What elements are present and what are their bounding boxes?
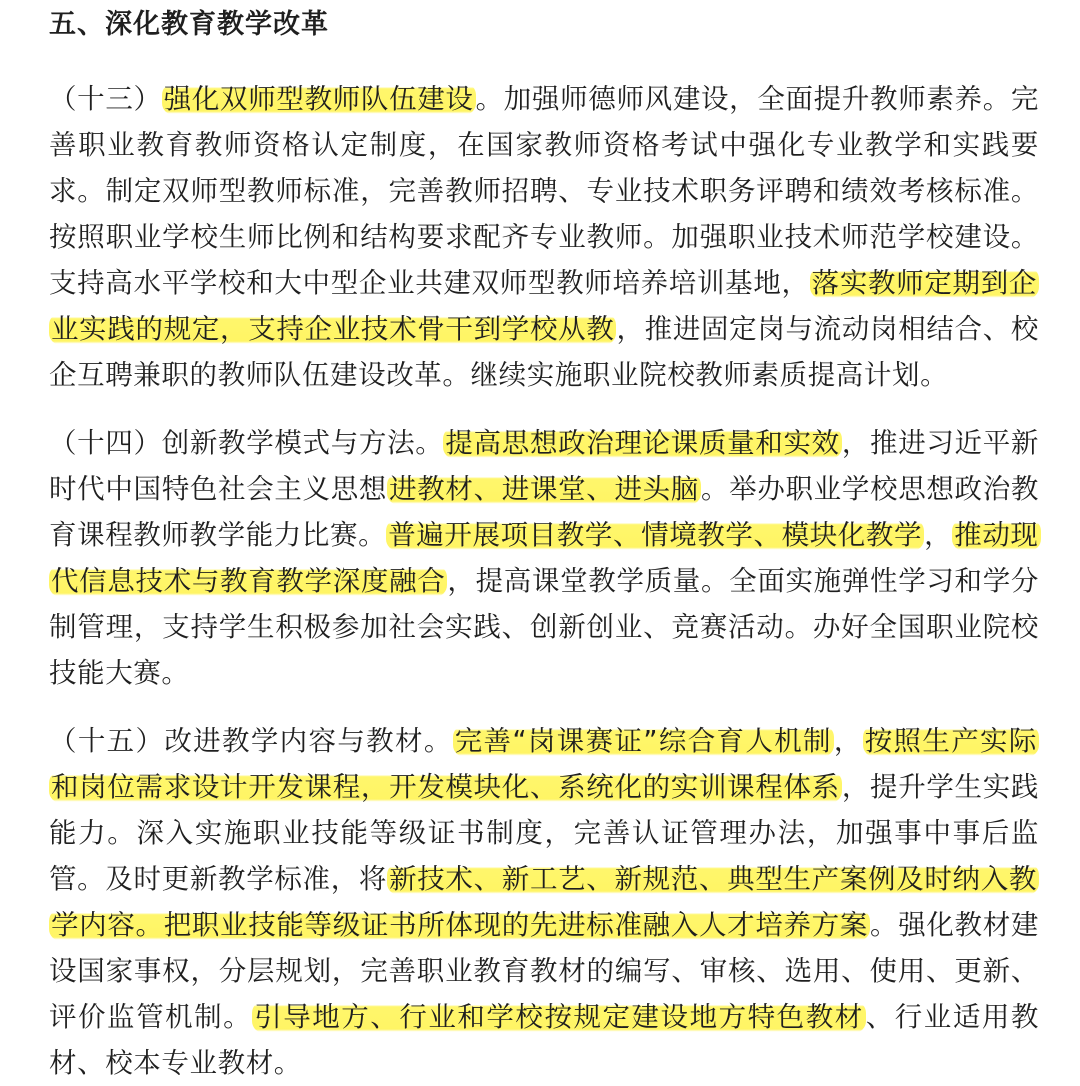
highlight-14-2: 进教材、进课堂、进头脑: [389, 473, 699, 505]
highlight-15-1: 完善“岗课赛证”综合育人机制: [454, 725, 832, 757]
paragraph-15-text-1: ，: [833, 725, 863, 757]
paragraph-14: [49, 420, 1039, 696]
section-title: 五、深化教育教学改革: [49, 9, 329, 40]
paragraph-14-text-1: ，推进习近平新时代中国特色社会主义思想: [49, 427, 1039, 505]
paragraph-14-text-4: ，提高课堂教学质量。全面实施弹性学习和学分制管理，支持学生积极参加社会实践、创新创业、竞赛活动。办好全国职业院校技能大赛。: [49, 565, 1039, 689]
paragraph-14-text-3: ，: [924, 519, 953, 551]
highlight-15-2: 按照生产实际和岗位需求设计开发课程，开发模块化、系统化的实训课程体系: [51, 725, 1037, 803]
paragraph-13-prefix: （十三）: [49, 83, 162, 115]
paragraph-15: [49, 718, 1039, 1086]
paragraph-15-text-2: ，提升学生实践能力。深入实施职业技能等级证书制度，完善认证管理办法，加强事中事后监管。及时更新教学标准，将: [49, 771, 1039, 895]
highlight-14-4: 推动现代信息技术与教育教学深度融合: [51, 519, 1039, 597]
highlight-14-1: 提高思想政治理论课质量和实效: [445, 427, 840, 459]
paragraph-13-text-1: 。加强师德师风建设，全面提升教师素养。完善职业教育教师资格认定制度，在国家教师资格考试中强化专业教学和实践要求。制定双师型教师标准，完善教师招聘、专业技术职务评聘和绩效考核标准。按照职业学校生师比例和结构要求配齐专业教师。加强职业技术师范学校建设。支持高水平学校和大中型企业共建双师型教师培养培训基地，: [49, 83, 1039, 299]
paragraph-13-text-2: ，推进固定岗与流动岗相结合、校企互聘兼职的教师队伍建设改革。继续实施职业院校教师素质提高计划。: [49, 313, 1039, 391]
highlight-15-3: 新技术、新工艺、新规范、典型生产案例及时纳入教学内容。把职业技能等级证书所体现的先进标准融入人才培养方案: [51, 863, 1037, 941]
highlight-14-3: 普遍开展项目教学、情境教学、模块化教学: [388, 519, 923, 551]
paragraph-13: [49, 76, 1039, 398]
highlight-13-2: 落实教师定期到企业实践的规定，支持企业技术骨干到学校从教: [51, 267, 1037, 345]
highlight-13-1: 强化双师型教师队伍建设: [163, 83, 474, 115]
paragraph-15-text-3: 。强化教材建设国家事权，分层规划，完善职业教育教材的编写、审核、选用、使用、更新、评价监管机制。: [49, 909, 1039, 1033]
paragraph-14-text-0: （十四）创新教学模式与方法。: [49, 427, 444, 459]
paragraph-14-text-2: 。举办职业学校思想政治教育课程教师教学能力比赛。: [49, 473, 1039, 551]
paragraph-15-text-0: （十五）改进教学内容与教材。: [49, 725, 453, 757]
paragraph-15-text-4: 、行业适用教材、校本专业教材。: [49, 1001, 1039, 1079]
highlight-15-4: 引导地方、行业和学校按规定建设地方特色教材: [254, 1001, 864, 1033]
